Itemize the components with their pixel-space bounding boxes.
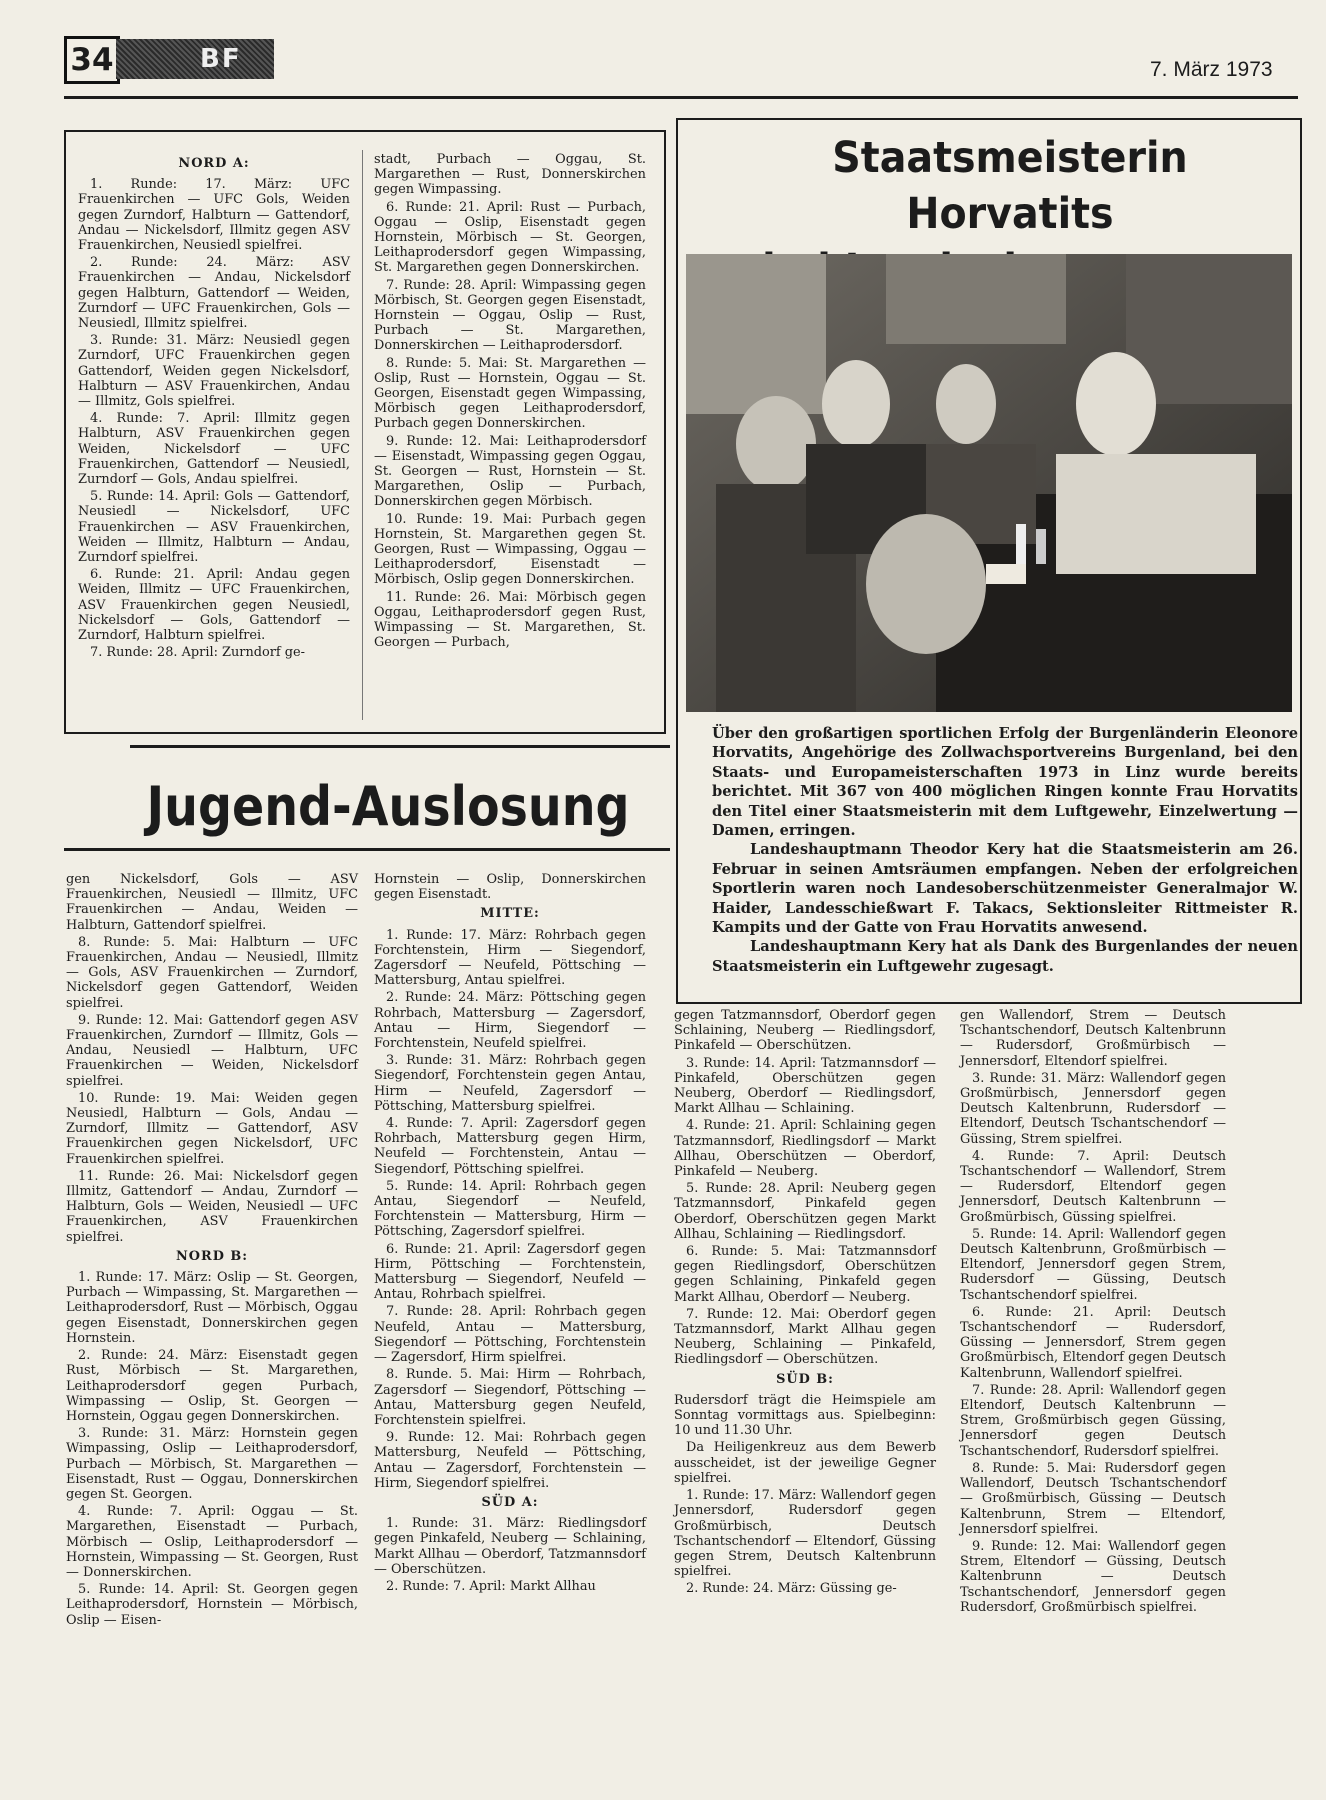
- jugend-col-2-continued: Hornstein — Oslip, Donnerskirchen gegen Eisenstadt.: [374, 872, 646, 903]
- round-entry: 3. Runde: 14. April: Tatzmannsdorf — Pinkafeld, Oberschützen gegen Neuberg, Oberdorf — Riedlingsdorf, Markt Allhau — Schlaining.: [674, 1055, 936, 1117]
- jugend-sued-b-continued: [960, 1008, 1226, 1615]
- round-entry: 5. Runde: 14. April: St. Georgen gegen Leithaprodersdorf, Hornstein — Mörbisch, Oslip — Eisen-: [66, 1582, 358, 1628]
- round-entry: 8. Runde: 5. Mai: Halbturn — UFC Frauenkirchen, Andau — Neusiedl, Illmitz — Gols, ASV Frauenkirchen — Zurndorf, Nickelsdorf gegen Gattendorf, Weiden spielfrei.: [66, 934, 358, 1011]
- section-label: BF: [200, 44, 242, 74]
- round-entry: 6. Runde: 5. Mai: Tatzmannsdorf gegen Riedlingsdorf, Oberschützen gegen Schlaining, Pinkafeld gegen Markt Allhau, Oberdorf — Neuberg.: [674, 1244, 936, 1305]
- round-entry: gegen Tatzmannsdorf, Oberdorf gegen Schlaining, Neuberg — Riedlingsdorf, Pinkafeld — Oberschützen.: [674, 1008, 936, 1054]
- nord-a-heading: NORD A:: [178, 156, 250, 171]
- round-entry: Da Heiligenkreuz aus dem Bewerb ausscheidet, ist der jeweilige Gegner spielfrei.: [674, 1440, 936, 1486]
- article-paragraph-3: Landeshauptmann Kery hat als Dank des Burgenlandes der neuen Staatsmeisterin ein Luftgewehr zugesagt.: [712, 938, 1298, 975]
- issue-date: 7. März 1973: [1150, 58, 1273, 81]
- round-entry: 6. Runde: 21. April: Andau gegen Weiden, Illmitz — UFC Frauenkirchen, ASV Frauenkirchen gegen Neusiedl, Nickelsdorf — Gols, Gattendorf — Zurndorf, Halbturn spielfrei.: [78, 567, 350, 644]
- round-entry: 4. Runde: 7. April: Zagersdorf gegen Rohrbach, Mattersburg gegen Hirm, Neufeld — Forchtenstein, Antau — Siegendorf, Pöttsching spielfrei.: [374, 1116, 646, 1177]
- jugend-title: Jugend-Auslosung: [146, 775, 630, 838]
- jugend-col-1: [66, 872, 358, 1630]
- round-entry: 6. Runde: 21. April: Zagersdorf gegen Hirm, Pöttsching — Forchtenstein, Mattersburg — Siegendorf, Neufeld — Antau, Rohrbach spielfrei.: [374, 1241, 646, 1303]
- round-entry: 10. Runde: 19. Mai: Weiden gegen Neusiedl, Halbturn — Gols, Andau — Zurndorf, Illmitz — Gattendorf, ASV Frauenkirchen gegen Nickelsdorf, UFC Frauenkirchen spielfrei.: [66, 1090, 358, 1167]
- round-entry: 4. Runde: 21. April: Schlaining gegen Tatzmannsdorf, Riedlingsdorf — Markt Allhau, Oberschützen — Oberdorf, Pinkafeld — Neuberg.: [674, 1118, 936, 1180]
- page-number: 34: [64, 36, 120, 84]
- round-entry: 2. Runde: 7. April: Markt Allhau: [386, 1578, 596, 1594]
- header-rule: [64, 96, 1298, 99]
- column-divider: [362, 150, 363, 720]
- round-entry: 3. Runde: 31. März: Neusiedl gegen Zurndorf, UFC Frauenkirchen gegen Gattendorf, Weiden gegen Nickelsdorf, Halbturn — ASV Frauenkirchen, Andau — Illmitz, Gols spielfrei.: [78, 333, 350, 410]
- article-paragraph-2: Landeshauptmann Theodor Kery hat die Staatsmeisterin am 26. Februar in seinen Amtsräumen empfangen. Neben der erfolgreichen Sportlerin waren noch Landesoberschützenmeister Generalmajor W. Haider, Landesschießwart F. Takacs, Sektionsleiter Rittmeister R. Kampits und der Gatte von Frau Horvatits anwesend.: [712, 841, 1298, 937]
- jugend-col-4: [960, 1008, 1226, 1617]
- jugend-sued-a-rounds: [374, 1516, 646, 1594]
- senior-col-1: [78, 152, 350, 663]
- round-entry: 1. Runde: 17. März: Rohrbach gegen Forchtenstein, Hirm — Siegendorf, Zagersdorf — Neufeld, Pöttsching — Mattersburg, Antau spielfrei.: [374, 927, 646, 989]
- round-entry: 7. Runde: 28. April: Wallendorf gegen Eltendorf, Deutsch Kaltenbrunn — Strem, Großmürbisch gegen Güssing, Jennersdorf gegen Deutsch Tschantschendorf, Rudersdorf spielfrei.: [960, 1382, 1226, 1459]
- round-entry: 7. Runde: 28. April: Zurndorf ge-: [90, 645, 306, 661]
- article-text: [712, 724, 1298, 976]
- round-entry: 1. Runde: 17. März: Wallendorf gegen Jennersdorf, Rudersdorf gegen Großmürbisch, Deutsch Tschantschendorf — Eltendorf, Güssing gegen Strem, Deutsch Kaltenbrunn spielfrei.: [674, 1488, 936, 1580]
- article-photo: [686, 254, 1292, 712]
- article-paragraph-1: Über den großartigen sportlichen Erfolg der Burgenländerin Eleonore Horvatits, Angehörige des Zollwachsportvereins Burgenland, bei den Staats- und Europameisterschaften 1973 in Linz wurde bereits berichtet. Mit 367 von 400 möglichen Ringen konnte Frau Horvatits den Titel einer Staatsmeisterin mit dem Luftgewehr, Einzelwertung — Damen, erringen.: [712, 725, 1298, 840]
- senior-col-2: [374, 152, 646, 653]
- round-entry: 8. Runde: 5. Mai: St. Margarethen — Oslip, Rust — Hornstein, Oggau — St. Georgen, Eisenstadt gegen Wimpassing, Mörbisch gegen Leithaprodersdorf, Purbach gegen Donnerskirchen.: [374, 355, 646, 432]
- round-entry: 9. Runde: 12. Mai: Leithaprodersdorf — Eisenstadt, Wimpassing gegen Oggau, St. Georgen — Rust, Hornstein — St. Margarethen, Oslip — Purbach, Donnerskirchen gegen Mörbisch.: [374, 433, 646, 510]
- round-entry: 11. Runde: 26. Mai: Nickelsdorf gegen Illmitz, Gattendorf — Andau, Zurndorf — Halbturn, Gols — Weiden, Neusiedl — UFC Frauenkirchen, ASV Frauenkirchen spielfrei.: [66, 1168, 358, 1245]
- jugend-sued-b-rounds: [674, 1393, 936, 1597]
- round-entry: 7. Runde: 28. April: Rohrbach gegen Neufeld, Antau — Mattersburg, Siegendorf — Pöttsching, Forchtenstein — Zagersdorf, Hirm spielfrei.: [374, 1304, 646, 1366]
- round-entry: 2. Runde: 24. März: Pöttsching gegen Rohrbach, Mattersburg — Zagersdorf, Antau — Hirm, Siegendorf — Forchtenstein, Neufeld spielfrei.: [374, 990, 646, 1052]
- sued-a-heading: SÜD A:: [481, 1494, 539, 1510]
- round-entry: 4. Runde: 7. April: Deutsch Tschantschendorf — Wallendorf, Strem — Rudersdorf, Eltendorf gegen Jennersdorf, Deutsch Kaltenbrunn — Großmürbisch, Güssing spielfrei.: [960, 1148, 1226, 1225]
- round-entry: 3. Runde: 31. März: Wallendorf gegen Großmürbisch, Jennersdorf gegen Deutsch Kaltenbrunn, Rudersdorf — Eltendorf, Deutsch Tschantschendorf — Güssing, Strem spielfrei.: [960, 1070, 1226, 1147]
- round-entry: 1. Runde: 31. März: Riedlingsdorf gegen Pinkafeld, Neuberg — Schlaining, Markt Allhau — Oberdorf, Tatzmannsdorf — Oberschützen.: [374, 1516, 646, 1577]
- senior-col-1-rounds: [78, 177, 350, 660]
- round-entry: 7. Runde: 12. Mai: Oberdorf gegen Tatzmannsdorf, Markt Allhau gegen Neuberg, Schlaining — Pinkafeld, Riedlingsdorf — Oberschützen.: [674, 1306, 936, 1368]
- jugend-sued-a-continued: [674, 1008, 936, 1368]
- round-entry: 6. Runde: 21. April: Rust — Purbach, Oggau — Oslip, Eisenstadt gegen Hornstein, Mörbisch — St. Georgen, Leithaprodersdorf gegen Wimpassing, St. Margarethen gegen Donnerskirchen.: [374, 199, 646, 276]
- round-entry: gen Wallendorf, Strem — Deutsch Tschantschendorf, Deutsch Kaltenbrunn — Rudersdorf, Großmürbisch — Jennersdorf, Eltendorf spielfrei.: [960, 1008, 1226, 1069]
- round-entry: 2. Runde: 24. März: ASV Frauenkirchen — Andau, Nickelsdorf gegen Halbturn, Gattendorf — Weiden, Zurndorf — UFC Frauenkirchen, Gols — Neusiedl, Illmitz spielfrei.: [78, 255, 350, 332]
- round-entry: Rudersdorf trägt die Heimspiele am Sonntag vormittags aus. Spielbeginn: 10 und 11.30 Uhr.: [674, 1392, 936, 1439]
- round-entry: 9. Runde: 12. Mai: Gattendorf gegen ASV Frauenkirchen, Zurndorf — Illmitz, Gols — Andau, Neusiedl — Halbturn, UFC Frauenkirchen — Weiden, Nickelsdorf spielfrei.: [66, 1012, 358, 1089]
- round-entry: 3. Runde: 31. März: Rohrbach gegen Siegendorf, Forchtenstein gegen Antau, Hirm — Neufeld, Zagersdorf — Pöttsching, Mattersburg spielfrei.: [374, 1053, 646, 1114]
- round-entry: 7. Runde: 28. April: Wimpassing gegen Mörbisch, St. Georgen gegen Eisenstadt, Hornstein — Oggau, Oslip — Rust, Purbach — St. Margarethen, Donnerskirchen — Leithaprodersdorf.: [374, 277, 646, 354]
- round-entry: 5. Runde: 14. April: Gols — Gattendorf, Neusiedl — Nickelsdorf, UFC Frauenkirchen — ASV Frauenkirchen, Weiden — Illmitz, Halbturn — Andau, Zurndorf spielfrei.: [78, 489, 350, 566]
- round-entry: 10. Runde: 19. Mai: Purbach gegen Hornstein, St. Margarethen gegen St. Georgen, Rust — Wimpassing, Oggau — Leithaprodersdorf, Eisenstadt — Mörbisch, Oslip gegen Donnerskirchen.: [374, 511, 646, 588]
- round-entry: 4. Runde: 7. April: Oggau — St. Margarethen, Eisenstadt — Purbach, Mörbisch — Oslip, Leithaprodersdorf — Hornstein, Wimpassing — St. Georgen, Rust — Donnerskirchen.: [66, 1504, 358, 1580]
- round-entry: 9. Runde: 12. Mai: Rohrbach gegen Mattersburg, Neufeld — Pöttsching, Antau — Zagersdorf, Forchtenstein — Hirm, Siegendorf spielfrei.: [374, 1430, 646, 1491]
- jugend-col-3: [674, 1008, 936, 1599]
- round-entry: 1. Runde: 17. März: UFC Frauenkirchen — UFC Gols, Weiden gegen Zurndorf, Halbturn — Gattendorf, Andau — Nickelsdorf, Illmitz gegen ASV Frauenkirchen, Neusiedl spielfrei.: [78, 177, 350, 254]
- round-entry: 5. Runde: 14. April: Rohrbach gegen Antau, Siegendorf — Neufeld, Forchtenstein — Mattersburg, Hirm — Pöttsching, Zagersdorf spielfrei.: [374, 1178, 646, 1240]
- round-entry: 8. Runde: 5. Mai: Rudersdorf gegen Wallendorf, Deutsch Tschantschendorf — Großmürbisch, Güssing — Deutsch Kaltenbrunn, Strem — Eltendorf, Jennersdorf spielfrei.: [960, 1460, 1226, 1537]
- round-entry: 11. Runde: 26. Mai: Mörbisch gegen Oggau, Leithaprodersdorf gegen Rust, Wimpassing — St. Margarethen, St. Georgen — Purbach,: [374, 589, 646, 651]
- round-entry: stadt, Purbach — Oggau, St. Margarethen — Rust, Donnerskirchen gegen Wimpassing.: [374, 152, 646, 198]
- jugend-rule-top: [130, 745, 670, 748]
- round-entry: 5. Runde: 14. April: Wallendorf gegen Deutsch Kaltenbrunn, Großmürbisch — Eltendorf, Jennersdorf gegen Strem, Rudersdorf — Güssing, Deutsch Tschantschendorf spielfrei.: [960, 1226, 1226, 1303]
- jugend-nord-a-rounds: [66, 872, 358, 1245]
- round-entry: 6. Runde: 21. April: Deutsch Tschantschendorf — Rudersdorf, Güssing — Jennersdorf, Strem gegen Großmürbisch, Eltendorf gegen Deutsch Kaltenbrunn, Wallendorf spielfrei.: [960, 1304, 1226, 1381]
- senior-col-2-rounds: [374, 152, 646, 651]
- jugend-mitte-rounds: [374, 928, 646, 1491]
- sued-b-heading: SÜD B:: [776, 1371, 834, 1387]
- round-entry: 2. Runde: 24. März: Güssing ge-: [686, 1581, 897, 1597]
- jugend-col-2: [374, 872, 646, 1596]
- round-entry: 4. Runde: 7. April: Illmitz gegen Halbturn, ASV Frauenkirchen gegen Weiden, Nickelsdorf — UFC Frauenkirchen, Gattendorf — Neusiedl, Zurndorf — Gols, Andau spielfrei.: [78, 411, 350, 488]
- round-entry: 3. Runde: 31. März: Hornstein gegen Wimpassing, Oslip — Leithaprodersdorf, Purbach — Mörbisch, St. Margarethen — Eisenstadt, Rust — Oggau, Donnerskirchen gegen St. Georgen.: [66, 1426, 358, 1502]
- round-entry: 2. Runde: 24. März: Eisenstadt gegen Rust, Mörbisch — St. Margarethen, Leithaprodersdorf gegen Purbach, Wimpassing — Oslip, St. Georgen — Hornstein, Oggau gegen Donnerskirchen.: [66, 1348, 358, 1424]
- jugend-rule-bottom: [64, 848, 670, 851]
- mitte-heading: MITTE:: [480, 906, 540, 922]
- nord-b-heading: NORD B:: [175, 1248, 249, 1264]
- round-entry: 1. Runde: 17. März: Oslip — St. Georgen, Purbach — Wimpassing, St. Margarethen — Leithaprodersdorf, Rust — Mörbisch, Oggau gegen Eisenstadt, Donnerskirchen gegen Hornstein.: [66, 1270, 358, 1346]
- round-entry: 5. Runde: 28. April: Neuberg gegen Tatzmannsdorf, Pinkafeld gegen Oberdorf, Oberschützen gegen Markt Allhau, Schlaining — Riedlingsdorf.: [674, 1181, 936, 1242]
- round-entry: gen Nickelsdorf, Gols — ASV Frauenkirchen, Neusiedl — Illmitz, UFC Frauenkirchen — Andau, Weiden — Halbturn, Gattendorf spielfrei.: [66, 872, 358, 933]
- round-entry: 9. Runde: 12. Mai: Wallendorf gegen Strem, Eltendorf — Güssing, Deutsch Kaltenbrunn — Deutsch Tschantschendorf, Jennersdorf gegen Rudersdorf, Großmürbisch spielfrei.: [960, 1538, 1226, 1615]
- headline-line-1: Staatsmeisterin Horvatits: [832, 133, 1188, 239]
- section-banner: [116, 39, 274, 79]
- jugend-nord-b-rounds: [66, 1270, 358, 1628]
- round-entry: 8. Runde. 5. Mai: Hirm — Rohrbach, Zagersdorf — Siegendorf, Pöttsching — Antau, Mattersburg gegen Neufeld, Forchtenstein spielfrei.: [374, 1367, 646, 1428]
